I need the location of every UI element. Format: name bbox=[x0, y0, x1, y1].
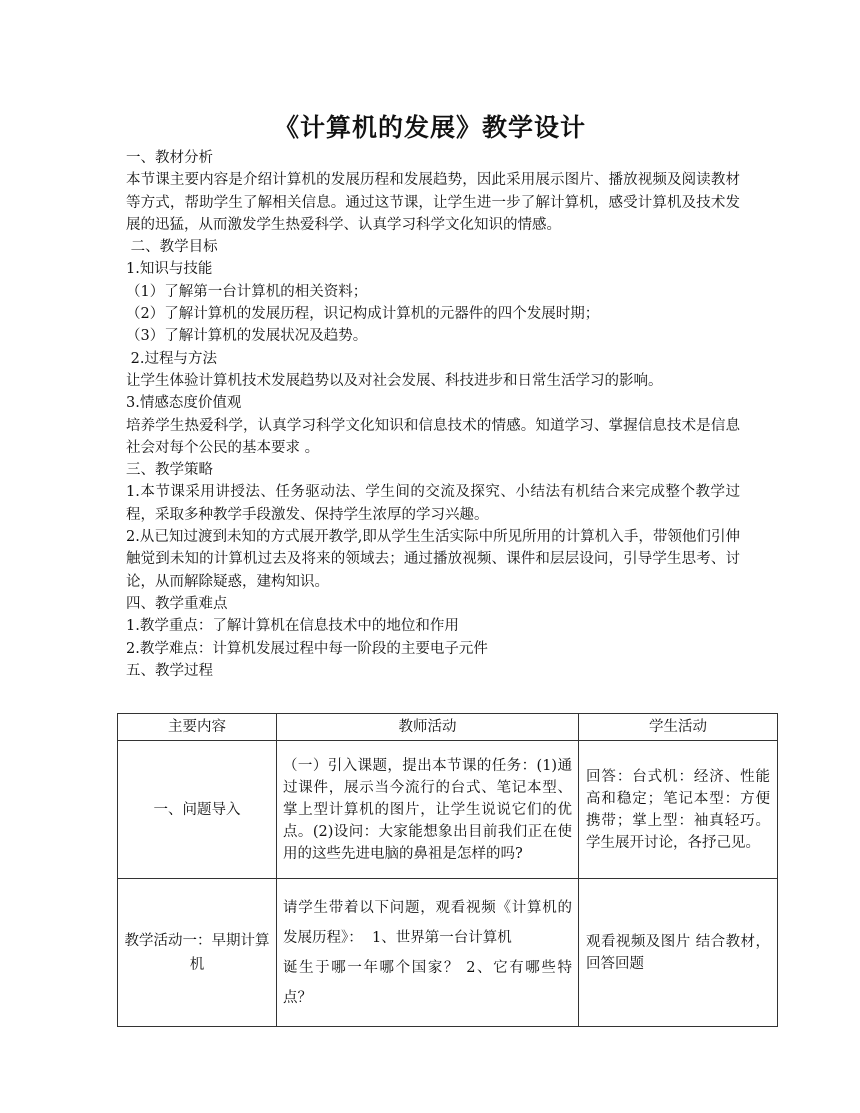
difficult-point: 2.教学难点：计算机发展过程中每一阶段的主要电子元件 bbox=[126, 640, 488, 657]
paragraph-strategy-2: 2.从已知过渡到未知的方式展开教学,即从学生生活实际中所见所用的计算机入手，带领他们引伸触觉到未知的计算机过去及将来的领域去；通过播放视频、课件和层层设问，引导学生思考、讨论，从而解除疑惑，建构知识。 bbox=[126, 529, 740, 590]
subheading-emotion-values: 3.情感态度价值观 bbox=[126, 395, 242, 412]
table-row bbox=[118, 879, 778, 1027]
column-header-student: 学生活动 bbox=[579, 714, 778, 741]
table-row bbox=[118, 741, 778, 879]
paragraph-process-method: 让学生体验计算机技术发展趋势以及对社会发展、科技进步和日常生活学习的影响。 bbox=[126, 372, 663, 389]
cell-teacher-activity bbox=[277, 879, 579, 1027]
column-header-teacher: 教师活动 bbox=[277, 714, 579, 741]
section-heading-4: 四、教学重难点 bbox=[126, 595, 228, 612]
section-heading-3: 三、教学策略 bbox=[126, 462, 213, 479]
subheading-knowledge-skills: 1.知识与技能 bbox=[126, 261, 213, 278]
teacher-activity-line: 请学生带着以下问题，观看视频《计算机的发展历程》： 1、世界第一台计算机 bbox=[283, 899, 572, 946]
section-heading-2: 二、教学目标 bbox=[126, 239, 218, 256]
column-header-content: 主要内容 bbox=[118, 714, 277, 741]
section-heading-1: 一、教材分析 bbox=[126, 150, 213, 166]
cell-teacher-activity: （一）引入课题，提出本节课的任务：(1)通过课件，展示当今流行的台式、笔记本型、掌上型计算机的图片，让学生说说它们的优点。(2)设问：大家能想象出目前我们正在使用的这些先进电脑的鼻祖是怎样的吗? bbox=[277, 741, 579, 879]
paragraph-material-analysis: 本节课主要内容是介绍计算机的发展历程和发展趋势，因此采用展示图片、播放视频及阅读教材等方式，帮助学生了解相关信息。通过这节课，让学生进一步了解计算机，感受计算机及技术发展的迅猛，从而激发学生热爱科学、认真学习科学文化知识的情感。 bbox=[126, 172, 740, 233]
document-body bbox=[126, 147, 740, 682]
teaching-process-table bbox=[117, 713, 778, 1027]
objective-item-1: （1）了解第一台计算机的相关资料； bbox=[126, 283, 368, 300]
objective-item-3: （3）了解计算机的发展状况及趋势。 bbox=[126, 328, 368, 345]
page-title: 《计算机的发展》教学设计 bbox=[273, 113, 586, 142]
cell-content: 教学活动一：早期计算机 bbox=[118, 879, 277, 1027]
cell-student-activity: 观看视频及图片 结合教材，回答回题 bbox=[579, 879, 778, 1027]
paragraph-emotion-values: 培养学生热爱科学，认真学习科学文化知识和信息技术的情感。知道学习、掌握信息技术是信息社会对每个公民的基本要求 。 bbox=[126, 417, 740, 456]
objective-item-2: （2）了解计算机的发展历程，识记构成计算机的元器件的四个发展时期； bbox=[126, 306, 600, 323]
teacher-activity-line: 诞生于哪一年哪个国家？ 2、它有哪些特点？ bbox=[283, 959, 572, 1006]
table-header-row bbox=[118, 714, 778, 741]
key-point: 1.教学重点：了解计算机在信息技术中的地位和作用 bbox=[126, 618, 459, 635]
paragraph-strategy-1: 1.本节课采用讲授法、任务驱动法、学生间的交流及探究、小结法有机结合来完成整个教学过程，采取多种教学手段激发、保持学生浓厚的学习兴趣。 bbox=[126, 484, 740, 523]
cell-content: 一、问题导入 bbox=[118, 741, 277, 879]
cell-student-activity: 回答：台式机：经济、性能高和稳定；笔记本型：方便携带；掌上型：袖真轻巧。学生展开讨论，各抒己见。 bbox=[579, 741, 778, 879]
subheading-process-method: 2.过程与方法 bbox=[126, 350, 217, 367]
section-heading-5: 五、教学过程 bbox=[126, 662, 213, 679]
